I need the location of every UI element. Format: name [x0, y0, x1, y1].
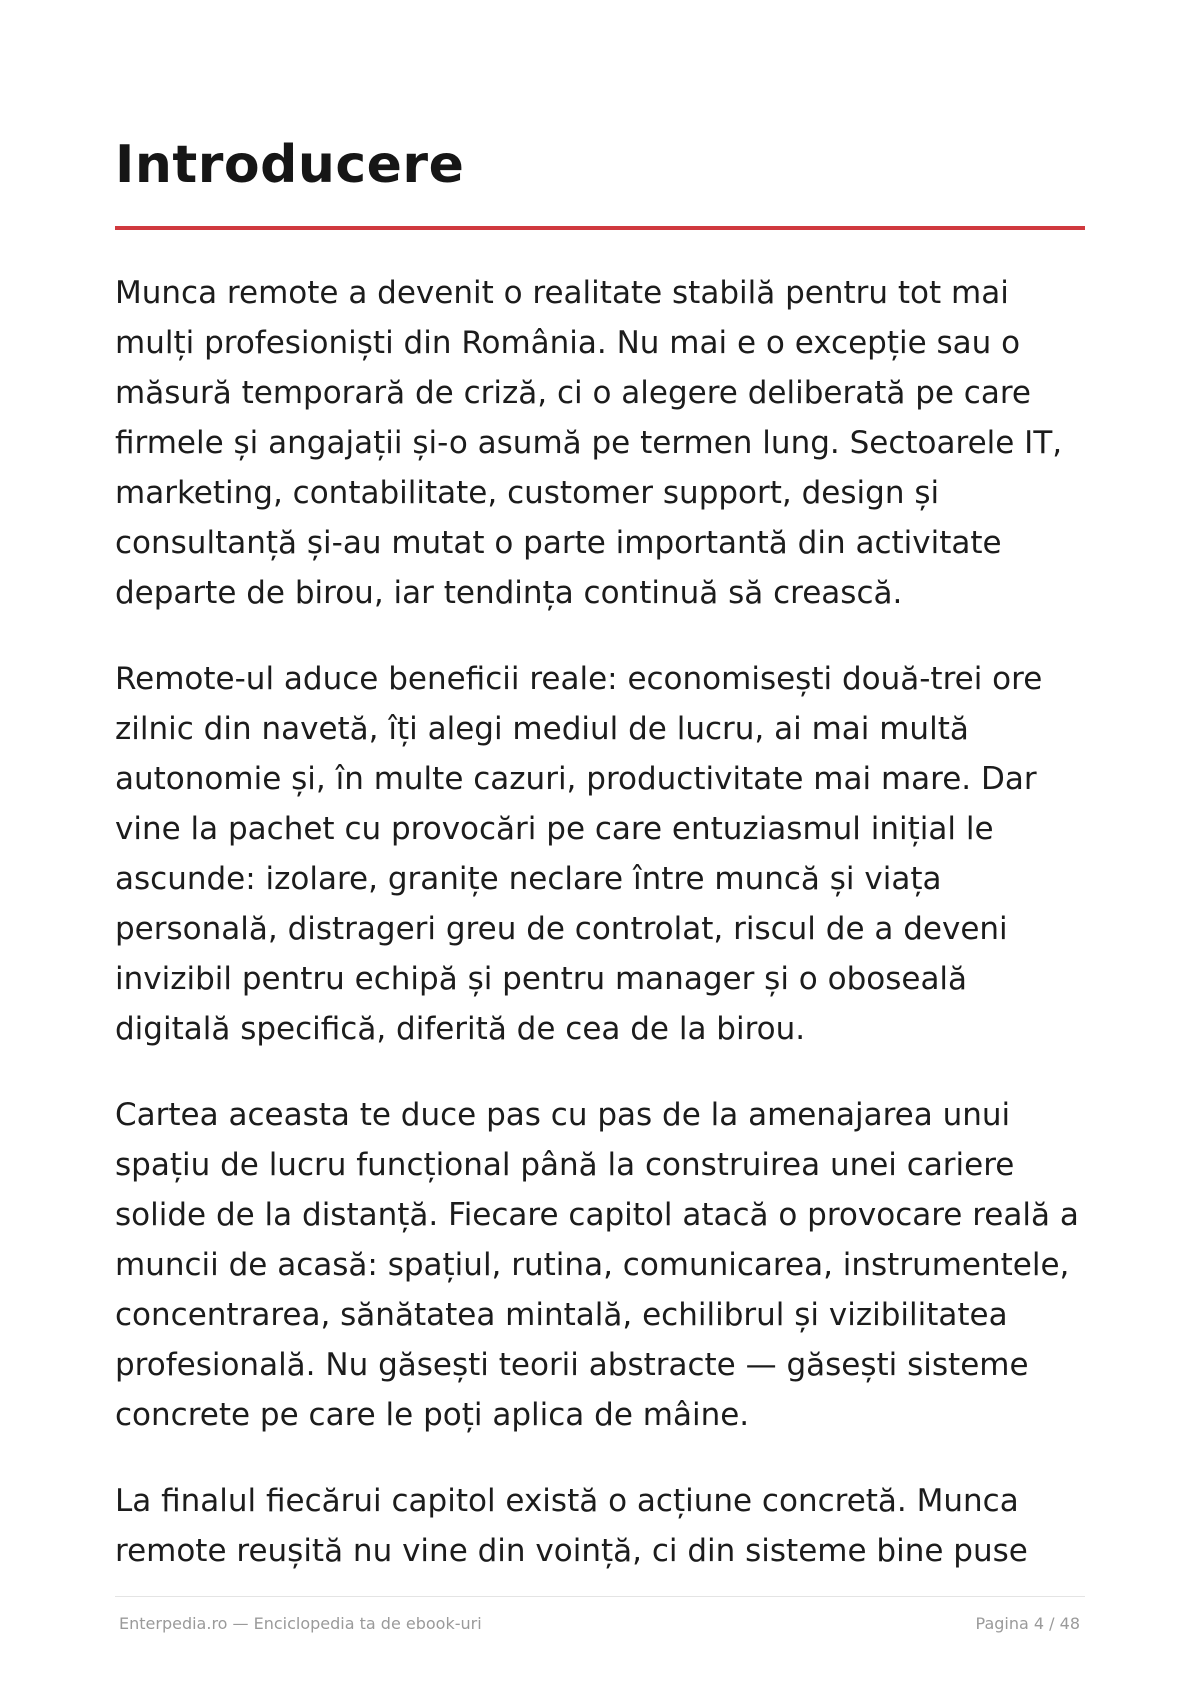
page-body	[115, 268, 1090, 1612]
body-paragraph-1: Munca remote a devenit o realitate stabilă pentru tot mai mulți profesioniști din România. Nu mai e o excepție sau o măsură temporară de criză, ci o alegere deliberată pe care firmele și angajații și-o asumă pe termen lung. Sectoarele IT, marketing, contabilitate, customer support, design și consultanță și-au mutat o parte importantă din activitate departe de birou, iar tendința continuă să crească.	[115, 275, 1063, 611]
page-title: Introducere	[115, 135, 465, 195]
footer-page-number: Pagina 4 / 48	[975, 1614, 1080, 1633]
footer-divider	[115, 1596, 1085, 1597]
title-divider	[115, 226, 1085, 230]
body-paragraph-4: La finalul fiecărui capitol există o acțiune concretă. Munca remote reușită nu vine din voință, ci din sisteme bine puse	[115, 1483, 1028, 1569]
body-paragraph-2: Remote-ul aduce beneficii reale: economisești două-trei ore zilnic din navetă, îți alegi mediul de lucru, ai mai multă autonomie și, în multe cazuri, productivitate mai mare. Dar vine la pachet cu provocări pe care entuziasmul inițial le ascunde: izolare, granițe neclare între muncă și viața personală, distrageri greu de controlat, riscul de a deveni invizibil pentru echipă și pentru manager și o oboseală digitală specifică, diferită de cea de la birou.	[115, 661, 1043, 1047]
body-paragraph-3: Cartea aceasta te duce pas cu pas de la amenajarea unui spațiu de lucru funcțional până la construirea unei cariere solide de la distanță. Fiecare capitol atacă o provocare reală a muncii de acasă: spațiul, rutina, comunicarea, instrumentele, concentrarea, sănătatea mintală, echilibrul și vizibilitatea profesională. Nu găsești teorii abstracte — găsești sisteme concrete pe care le poți aplica de mâine.	[115, 1097, 1079, 1433]
footer-site-label: Enterpedia.ro — Enciclopedia ta de ebook-uri	[119, 1614, 482, 1633]
